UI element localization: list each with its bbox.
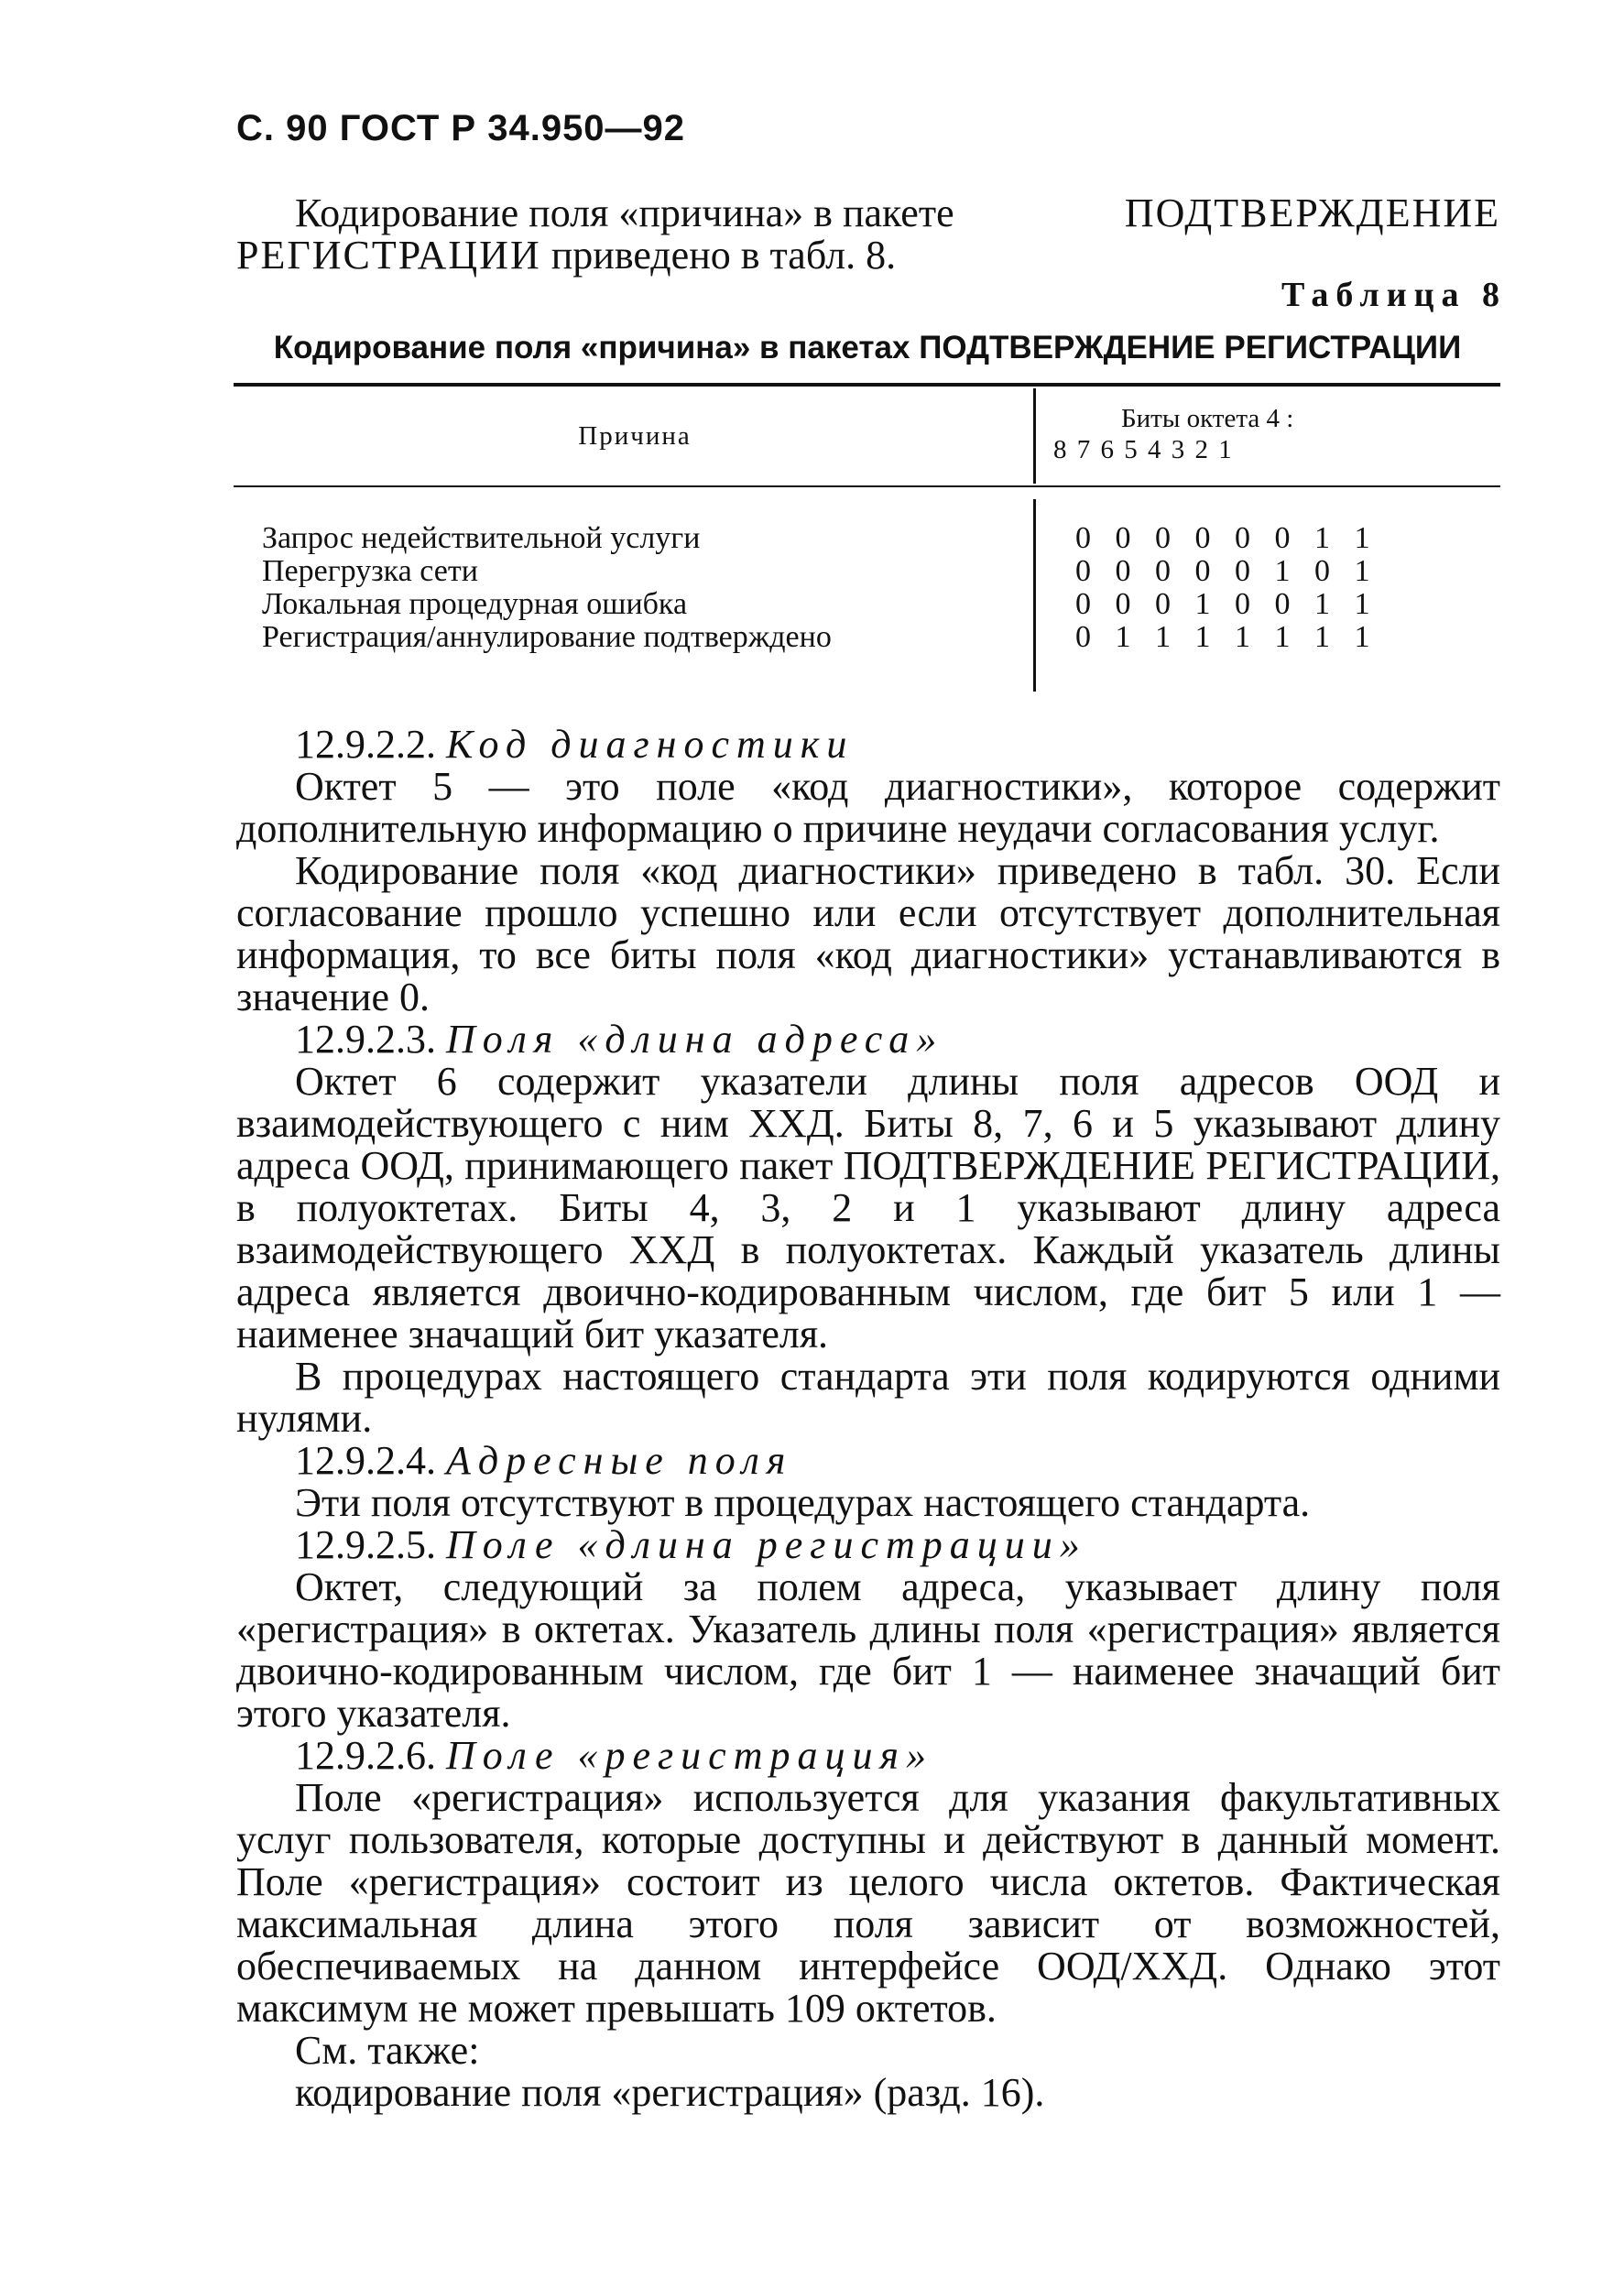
section-number: 12.9.2.2. bbox=[295, 722, 436, 767]
section-title: Поле «длина регистрации» bbox=[446, 1522, 1087, 1567]
section-number: 12.9.2.6. bbox=[295, 1733, 436, 1778]
bits-numbers: 8 7 6 5 4 3 2 1 bbox=[1053, 435, 1234, 464]
intro-paragraph bbox=[236, 192, 1500, 277]
table-row-cause: Регистрация/аннулирование подтверждено bbox=[262, 620, 832, 654]
section-heading bbox=[236, 1440, 1500, 1482]
table-row-cause: Локальная процедурная ошибка bbox=[262, 587, 688, 621]
paragraph: См. также: bbox=[295, 2028, 480, 2073]
table-bits-column bbox=[1075, 522, 1379, 654]
paragraph: В процедурах настоящего стандарта эти поля кодируются одними нулями. bbox=[236, 1354, 1500, 1441]
table-row-bits: 0 0 0 0 0 1 0 1 bbox=[1075, 554, 1379, 588]
section-heading bbox=[236, 1524, 1500, 1566]
table-top-rule bbox=[234, 383, 1500, 387]
section-number: 12.9.2.3. bbox=[295, 1017, 436, 1062]
section-heading bbox=[236, 1019, 1500, 1061]
table-row-cause: Перегрузка сети bbox=[262, 554, 478, 588]
section-heading bbox=[236, 724, 1500, 766]
column-header-bits bbox=[1053, 403, 1401, 465]
paragraph: Октет 6 содержит указатели длины поля адресов ООД и взаимодействующего с ним ХХД. Биты 8, 7, 6 и 5 указывают длину адреса ООД, принимающего пакет ПОДТВЕРЖДЕНИЕ РЕГИСТРАЦИИ, в полуоктетах. Биты 4, 3, 2 и 1 указывают длину адреса взаимодействующего ХХД в полуоктетах. Каждый указатель длины адреса является двоично-кодированным числом, где бит 5 или 1 — наименее значащий бит указателя. bbox=[236, 1059, 1500, 1356]
table-row-bits: 0 1 1 1 1 1 1 1 bbox=[1075, 620, 1379, 654]
table-row-bits: 0 0 0 1 0 0 1 1 bbox=[1075, 587, 1379, 621]
intro-line1-caps: ПОДТВЕРЖДЕНИЕ bbox=[1124, 191, 1500, 235]
section-title: Поле «регистрация» bbox=[446, 1733, 933, 1778]
body-text bbox=[236, 724, 1500, 2114]
table-row-bits: 0 0 0 0 0 0 1 1 bbox=[1075, 521, 1379, 555]
intro-line1-text: Кодирование поля «причина» в пакете bbox=[295, 191, 954, 235]
paragraph: Поле «регистрация» используется для указания факультативных услуг пользователя, которые доступны и действуют в данный момент. Поле «регистрация» состоит из целого числа октетов. Фактическая максимальная длина этого поля зависит от возможностей, обеспечиваемых на данном интерфейсе ООД/ХХД. Однако этот максимум не может превышать 109 октетов. bbox=[236, 1775, 1500, 2031]
bits-caption: Биты октета 4 : bbox=[1121, 404, 1294, 433]
section-title: Поля «длина адреса» bbox=[446, 1017, 944, 1062]
table-body-divider bbox=[1033, 499, 1036, 692]
paragraph: Кодирование поля «код диагностики» приведено в табл. 30. Если согласование прошло успешно или если отсутствует дополнительная информация, то все биты поля «код диагностики» устанавливаются в значение 0. bbox=[236, 848, 1500, 1019]
paragraph: Октет, следующий за полем адреса, указывает длину поля «регистрация» в октетах. Указатель длины поля «регистрация» является двоично-кодированным числом, где бит 1 — наименее значащий бит этого указателя. bbox=[236, 1564, 1500, 1736]
column-header-cause: Причина bbox=[578, 421, 692, 451]
section-number: 12.9.2.4. bbox=[295, 1438, 436, 1483]
paragraph: Эти поля отсутствуют в процедурах настоящего стандарта. bbox=[295, 1480, 1311, 1525]
paragraph: Октет 5 — это поле «код диагностики», которое содержит дополнительную информацию о причине неудачи согласования услуг. bbox=[236, 764, 1500, 851]
table-number: Таблица 8 bbox=[1281, 276, 1507, 314]
page-header: С. 90 ГОСТ Р 34.950—92 bbox=[236, 108, 686, 148]
section-title: Код диагностики bbox=[446, 722, 855, 767]
table-header-rule bbox=[234, 485, 1500, 487]
section-heading bbox=[236, 1735, 1500, 1777]
table-title: Кодирование поля «причина» в пакетах ПОДТВЕРЖДЕНИЕ РЕГИСТРАЦИИ bbox=[273, 330, 1462, 365]
table-header-divider bbox=[1033, 388, 1036, 484]
intro-line2-text: приведено в табл. 8. bbox=[540, 233, 897, 278]
intro-line2-caps: РЕГИСТРАЦИИ bbox=[236, 233, 541, 278]
section-number: 12.9.2.5. bbox=[295, 1522, 436, 1567]
section-title: Адресные поля bbox=[446, 1438, 793, 1483]
table-cause-column bbox=[262, 522, 832, 654]
paragraph: кодирование поля «регистрация» (разд. 16). bbox=[295, 2070, 1045, 2115]
table-row-cause: Запрос недействительной услуги bbox=[262, 521, 701, 555]
